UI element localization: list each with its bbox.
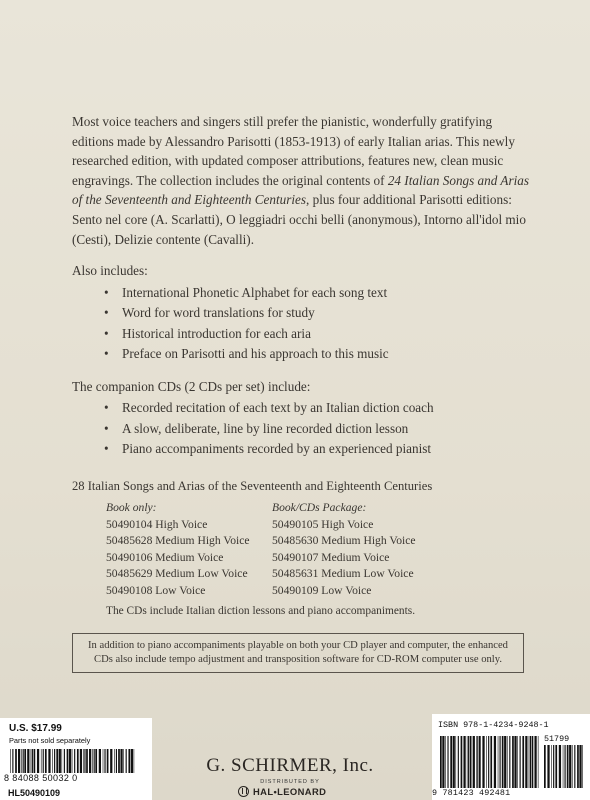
barcode-bar bbox=[490, 736, 492, 788]
distributor-name: HAL•LEONARD bbox=[253, 786, 327, 797]
bullet-icon: • bbox=[104, 346, 109, 362]
bullet-icon: • bbox=[104, 284, 109, 300]
barcode-bar bbox=[534, 736, 536, 788]
barcode-bar bbox=[504, 736, 506, 788]
barcode-bar bbox=[77, 749, 79, 773]
barcode-bar bbox=[520, 736, 521, 788]
barcode-bar bbox=[10, 749, 11, 773]
barcode-bar bbox=[572, 745, 573, 788]
barcode-bar bbox=[551, 745, 552, 788]
catalog-item: 50490106 Medium Voice bbox=[106, 550, 224, 564]
barcode-bar bbox=[67, 749, 69, 773]
barcode-bar bbox=[470, 736, 472, 788]
hal-leonard-logo-icon bbox=[238, 786, 249, 797]
barcode-bar bbox=[565, 745, 566, 788]
list-item bbox=[104, 283, 532, 304]
barcode-bar bbox=[34, 749, 36, 773]
barcode-bar bbox=[18, 749, 20, 773]
intro-text-part1: Most voice teachers and singers still prefer the pianistic, wonderfully gratifying editions made by Alessandro Parisotti (1853-1913) of early Italian arias. This newly researched edition, with updated composer attributions, features new, clean music engravings. The collection includes the original contents of bbox=[72, 114, 515, 188]
barcode-bar bbox=[574, 745, 575, 788]
barcode-bar bbox=[525, 736, 527, 788]
price: U.S. $17.99 bbox=[9, 723, 62, 734]
barcode-bar bbox=[56, 749, 58, 773]
barcode-bar bbox=[502, 736, 504, 788]
barcode-bar bbox=[24, 749, 26, 773]
barcode-bar bbox=[509, 736, 510, 788]
book-only-heading: Book only: bbox=[106, 501, 157, 514]
list-item bbox=[104, 439, 532, 460]
barcode-bar bbox=[530, 736, 531, 788]
book-cds-heading: Book/CDs Package: bbox=[272, 501, 367, 514]
barcode-bar bbox=[467, 736, 468, 788]
intro-paragraph bbox=[72, 112, 532, 249]
barcode-bar bbox=[134, 749, 135, 773]
bullet-icon: • bbox=[104, 325, 109, 341]
list-item-text: Preface on Parisotti and his approach to this music bbox=[122, 346, 389, 362]
barcode-bar bbox=[473, 736, 475, 788]
barcode-bar bbox=[126, 749, 127, 773]
barcode-bar bbox=[569, 745, 571, 788]
bullet-icon: • bbox=[104, 441, 109, 457]
barcode-bar bbox=[488, 736, 489, 788]
barcode-bar bbox=[32, 749, 33, 773]
barcode-bar bbox=[479, 736, 481, 788]
upc-digits: 8 84088 50032 0 bbox=[4, 773, 78, 783]
barcode-bar bbox=[104, 749, 105, 773]
barcode-bar bbox=[116, 749, 117, 773]
barcode-bar bbox=[23, 749, 24, 773]
barcode-bar bbox=[463, 736, 465, 788]
hl-number: HL50490109 bbox=[8, 788, 61, 798]
barcode-bar bbox=[544, 745, 546, 788]
barcode-bar bbox=[41, 749, 42, 773]
barcode-bar bbox=[120, 749, 122, 773]
barcode-bar bbox=[461, 736, 463, 788]
cd-note: The CDs include Italian diction lessons and piano accompaniments. bbox=[106, 605, 416, 617]
barcode-bar bbox=[514, 736, 516, 788]
list-item bbox=[104, 303, 532, 324]
barcode-bar bbox=[99, 749, 101, 773]
also-includes-list bbox=[72, 283, 532, 365]
list-item-text: A slow, deliberate, line by line recorded diction lesson bbox=[122, 420, 409, 436]
bullet-icon: • bbox=[104, 305, 109, 321]
barcode-bar bbox=[86, 749, 88, 773]
book-only-column bbox=[106, 500, 250, 599]
barcode-bar bbox=[48, 749, 50, 773]
addon-barcode bbox=[544, 745, 584, 788]
list-item bbox=[104, 344, 532, 365]
barcode-bar bbox=[577, 745, 579, 788]
barcode-bar bbox=[45, 749, 47, 773]
barcode-bar bbox=[529, 736, 530, 788]
barcode-bar bbox=[15, 749, 17, 773]
barcode-bar bbox=[532, 736, 534, 788]
barcode-bar bbox=[494, 736, 496, 788]
catalog-item: 50485631 Medium Low Voice bbox=[272, 567, 414, 580]
description-block bbox=[72, 112, 532, 460]
barcode-bar bbox=[43, 749, 44, 773]
barcode-bar bbox=[69, 749, 71, 773]
barcode-bar bbox=[131, 749, 133, 773]
intro-text-part2: , plus four additional Parisotti editions: Sento nel core (A. Scarlatti), O leggiadri occhi belli (anonymous), Intorno all'idol mio (Cesti), Delizie contente (Cavalli). bbox=[72, 192, 526, 247]
barcode-bar bbox=[37, 749, 39, 773]
barcode-bar bbox=[477, 736, 478, 788]
price-label bbox=[0, 718, 152, 800]
barcode-bar bbox=[89, 749, 91, 773]
list-item-text: Recorded recitation of each text by an Italian diction coach bbox=[122, 400, 434, 416]
barcode-bar bbox=[59, 749, 61, 773]
barcode-bar bbox=[453, 736, 455, 788]
catalog-item: 50490108 Low Voice bbox=[106, 583, 206, 597]
barcode-bar bbox=[110, 749, 112, 773]
enhanced-cd-notice-text: In addition to piano accompaniments playable on both your CD player and computer, the enhanced CDs also include tempo adjustment and transposition software for CD-ROM computer use only. bbox=[88, 640, 508, 665]
barcode-bar bbox=[517, 736, 518, 788]
catalog-item: 50485628 Medium High Voice bbox=[106, 534, 250, 547]
list-item-text: International Phonetic Alphabet for each song text bbox=[122, 284, 388, 300]
distributed-by: DISTRIBUTED BY bbox=[260, 779, 320, 785]
barcode-bar bbox=[500, 736, 501, 788]
barcode-bar bbox=[468, 736, 469, 788]
publisher-name: G. SCHIRMER, Inc. bbox=[206, 755, 374, 776]
catalog-item: 50490109 Low Voice bbox=[272, 583, 372, 597]
barcode-bar bbox=[95, 749, 97, 773]
list-item bbox=[104, 398, 532, 419]
ean-barcode bbox=[440, 736, 540, 788]
barcode-bar bbox=[64, 749, 65, 773]
list-item-text: Word for word translations for study bbox=[122, 305, 315, 321]
barcode-bar bbox=[553, 745, 554, 788]
barcode-bar bbox=[522, 736, 524, 788]
barcode-bar bbox=[486, 736, 487, 788]
barcode-bar bbox=[92, 749, 93, 773]
barcode-bar bbox=[563, 745, 564, 788]
barcode-bar bbox=[555, 745, 557, 788]
catalog-item: 50485629 Medium Low Voice bbox=[106, 567, 248, 580]
barcode-bar bbox=[507, 736, 508, 788]
barcode-bar bbox=[567, 745, 569, 788]
barcode-bar bbox=[445, 736, 446, 788]
barcode-bar bbox=[538, 736, 539, 788]
distributor-logo bbox=[238, 786, 348, 800]
barcode-bar bbox=[21, 749, 22, 773]
ean-digits: 9 781423 492481 bbox=[432, 788, 511, 798]
barcode-bar bbox=[442, 736, 444, 788]
barcode-bar bbox=[579, 745, 581, 788]
book-cds-column bbox=[272, 500, 416, 599]
list-item bbox=[104, 324, 532, 345]
barcode-bar bbox=[482, 736, 484, 788]
parts-note: Parts not sold separately bbox=[9, 736, 91, 745]
list-item-text: Historical introduction for each aria bbox=[122, 325, 311, 341]
barcode-bar bbox=[52, 749, 53, 773]
barcode-bar bbox=[114, 749, 115, 773]
catalog-item: 50490107 Medium Voice bbox=[272, 550, 390, 564]
barcode-bar bbox=[84, 749, 85, 773]
barcode-bar bbox=[27, 749, 29, 773]
barcode-bar bbox=[440, 736, 442, 788]
isbn: ISBN 978-1-4234-9248-1 bbox=[438, 720, 549, 730]
barcode-bar bbox=[458, 736, 459, 788]
barcode-bar bbox=[450, 736, 452, 788]
barcode-bar bbox=[107, 749, 109, 773]
isbn-label bbox=[432, 714, 590, 800]
barcode-bar bbox=[447, 736, 448, 788]
companion-cds-heading: The companion CDs (2 CDs per set) include: bbox=[72, 378, 311, 394]
barcode-bar bbox=[80, 749, 82, 773]
list-item bbox=[104, 419, 532, 440]
addon-number: 51799 bbox=[544, 734, 570, 744]
barcode-bar bbox=[476, 736, 477, 788]
also-includes-heading: Also includes: bbox=[72, 263, 148, 279]
barcode-bar bbox=[512, 736, 514, 788]
barcode-bar bbox=[455, 736, 456, 788]
catalog-title: 28 Italian Songs and Arias of the Seventeenth and Eighteenth Centuries bbox=[72, 479, 433, 493]
barcode-bar bbox=[547, 745, 549, 788]
catalog-item: 50490104 High Voice bbox=[106, 517, 208, 531]
barcode-bar bbox=[559, 745, 561, 788]
catalog-item: 50485630 Medium High Voice bbox=[272, 534, 416, 547]
barcode-bar bbox=[582, 745, 583, 788]
bullet-icon: • bbox=[104, 420, 109, 436]
bullet-icon: • bbox=[104, 400, 109, 416]
barcode-bar bbox=[498, 736, 499, 788]
barcode-bar bbox=[118, 749, 120, 773]
catalog-item: 50490105 High Voice bbox=[272, 517, 374, 531]
barcode-bar bbox=[128, 749, 130, 773]
barcode-bar bbox=[54, 749, 55, 773]
barcode-bar bbox=[94, 749, 95, 773]
enhanced-cd-notice bbox=[72, 633, 524, 673]
barcode-bar bbox=[31, 749, 32, 773]
companion-cds-list bbox=[72, 398, 532, 460]
barcode-bar bbox=[12, 749, 13, 773]
barcode-bar bbox=[72, 749, 73, 773]
barcode-bar bbox=[83, 749, 84, 773]
barcode-bar bbox=[123, 749, 124, 773]
intro-collection-title: 24 Italian Songs and Arias of the Seventeenth and Eighteenth Centuries bbox=[72, 172, 529, 208]
list-item-text: Piano accompaniments recorded by an experienced pianist bbox=[122, 441, 432, 457]
barcode-bar bbox=[74, 749, 75, 773]
barcode-bar bbox=[103, 749, 104, 773]
barcode-bar bbox=[62, 749, 63, 773]
